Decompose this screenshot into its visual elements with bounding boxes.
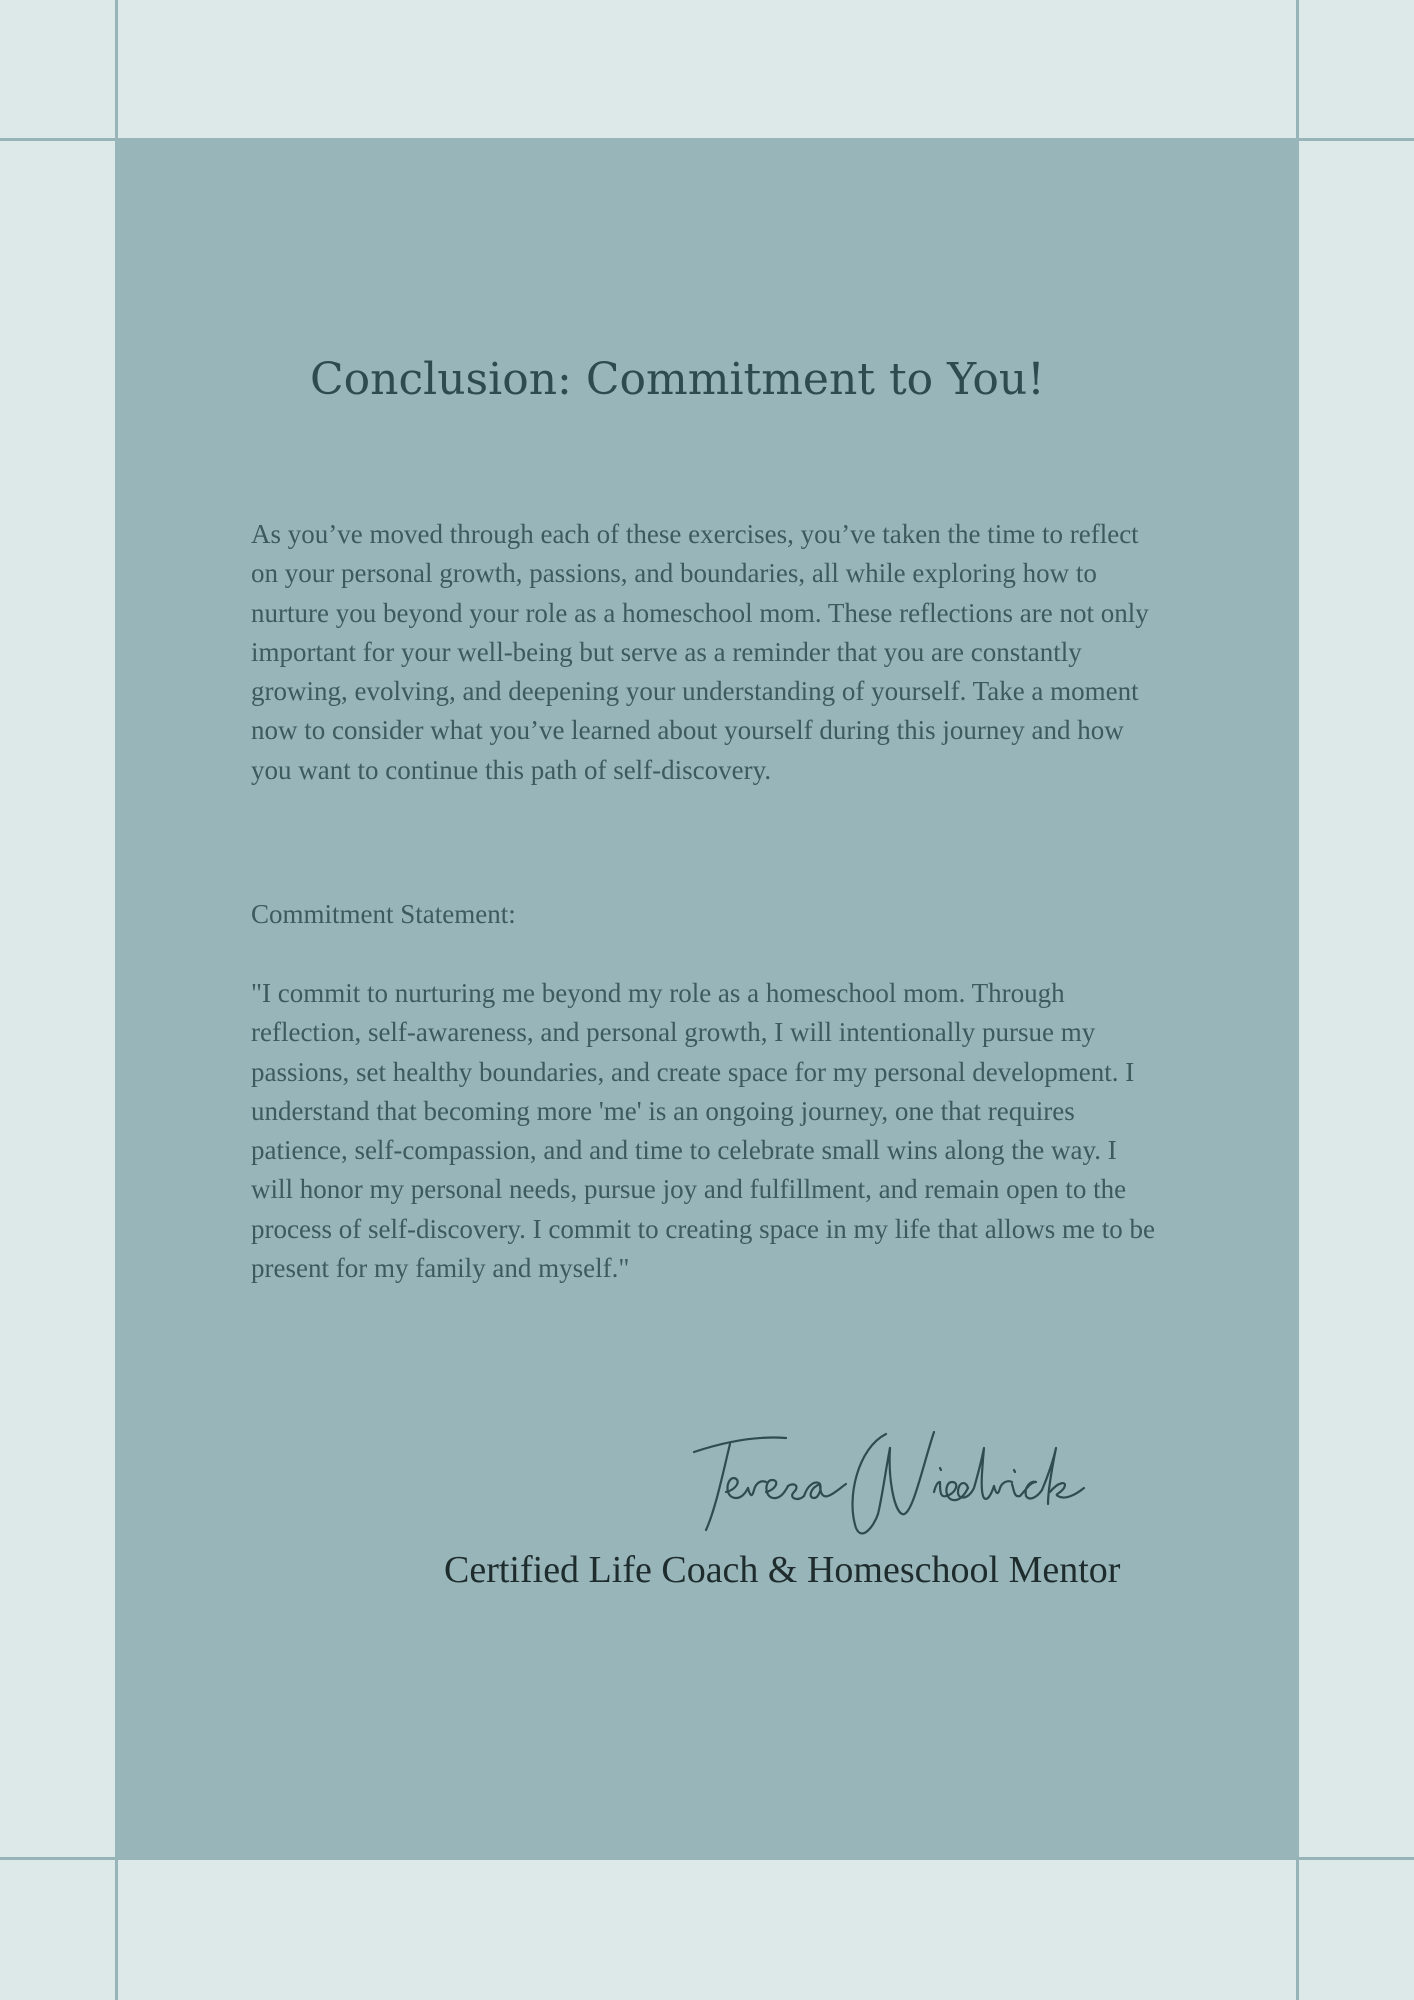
signature (690, 1418, 1110, 1548)
commitment-label: Commitment Statement: (251, 899, 516, 929)
intro-paragraph: As you’ve moved through each of these exercises, you’ve taken the time to reflect on your personal growth, passions, and boundaries, all while exploring how to nurture you beyond your role as a homeschool mom. These reflections are not only important for your well-being but serve as a reminder that you are constantly growing, evolving, and deepening your understanding of yourself. Take a moment now to consider what you’ve learned about yourself during this journey and how you want to continue this path of self-discovery. (251, 519, 1149, 785)
commitment-statement: "I commit to nurturing me beyond my role as a homeschool mom. Through reflection, self-awareness, and personal growth, I will intentionally pursue my passions, set healthy boundaries, and create space for my personal development. I understand that becoming more 'me' is an ongoing journey, one that requires patience, self-compassion, and and time to celebrate small wins along the way. I will honor my personal needs, pursue joy and fulfillment, and remain open to the process of self-discovery. I commit to creating space in my life that allows me to be present for my family and myself." (251, 978, 1155, 1284)
page-title: Conclusion: Commitment to You! (310, 354, 1045, 405)
signer-role: Certified Life Coach & Homeschool Mentor (444, 1549, 1121, 1591)
